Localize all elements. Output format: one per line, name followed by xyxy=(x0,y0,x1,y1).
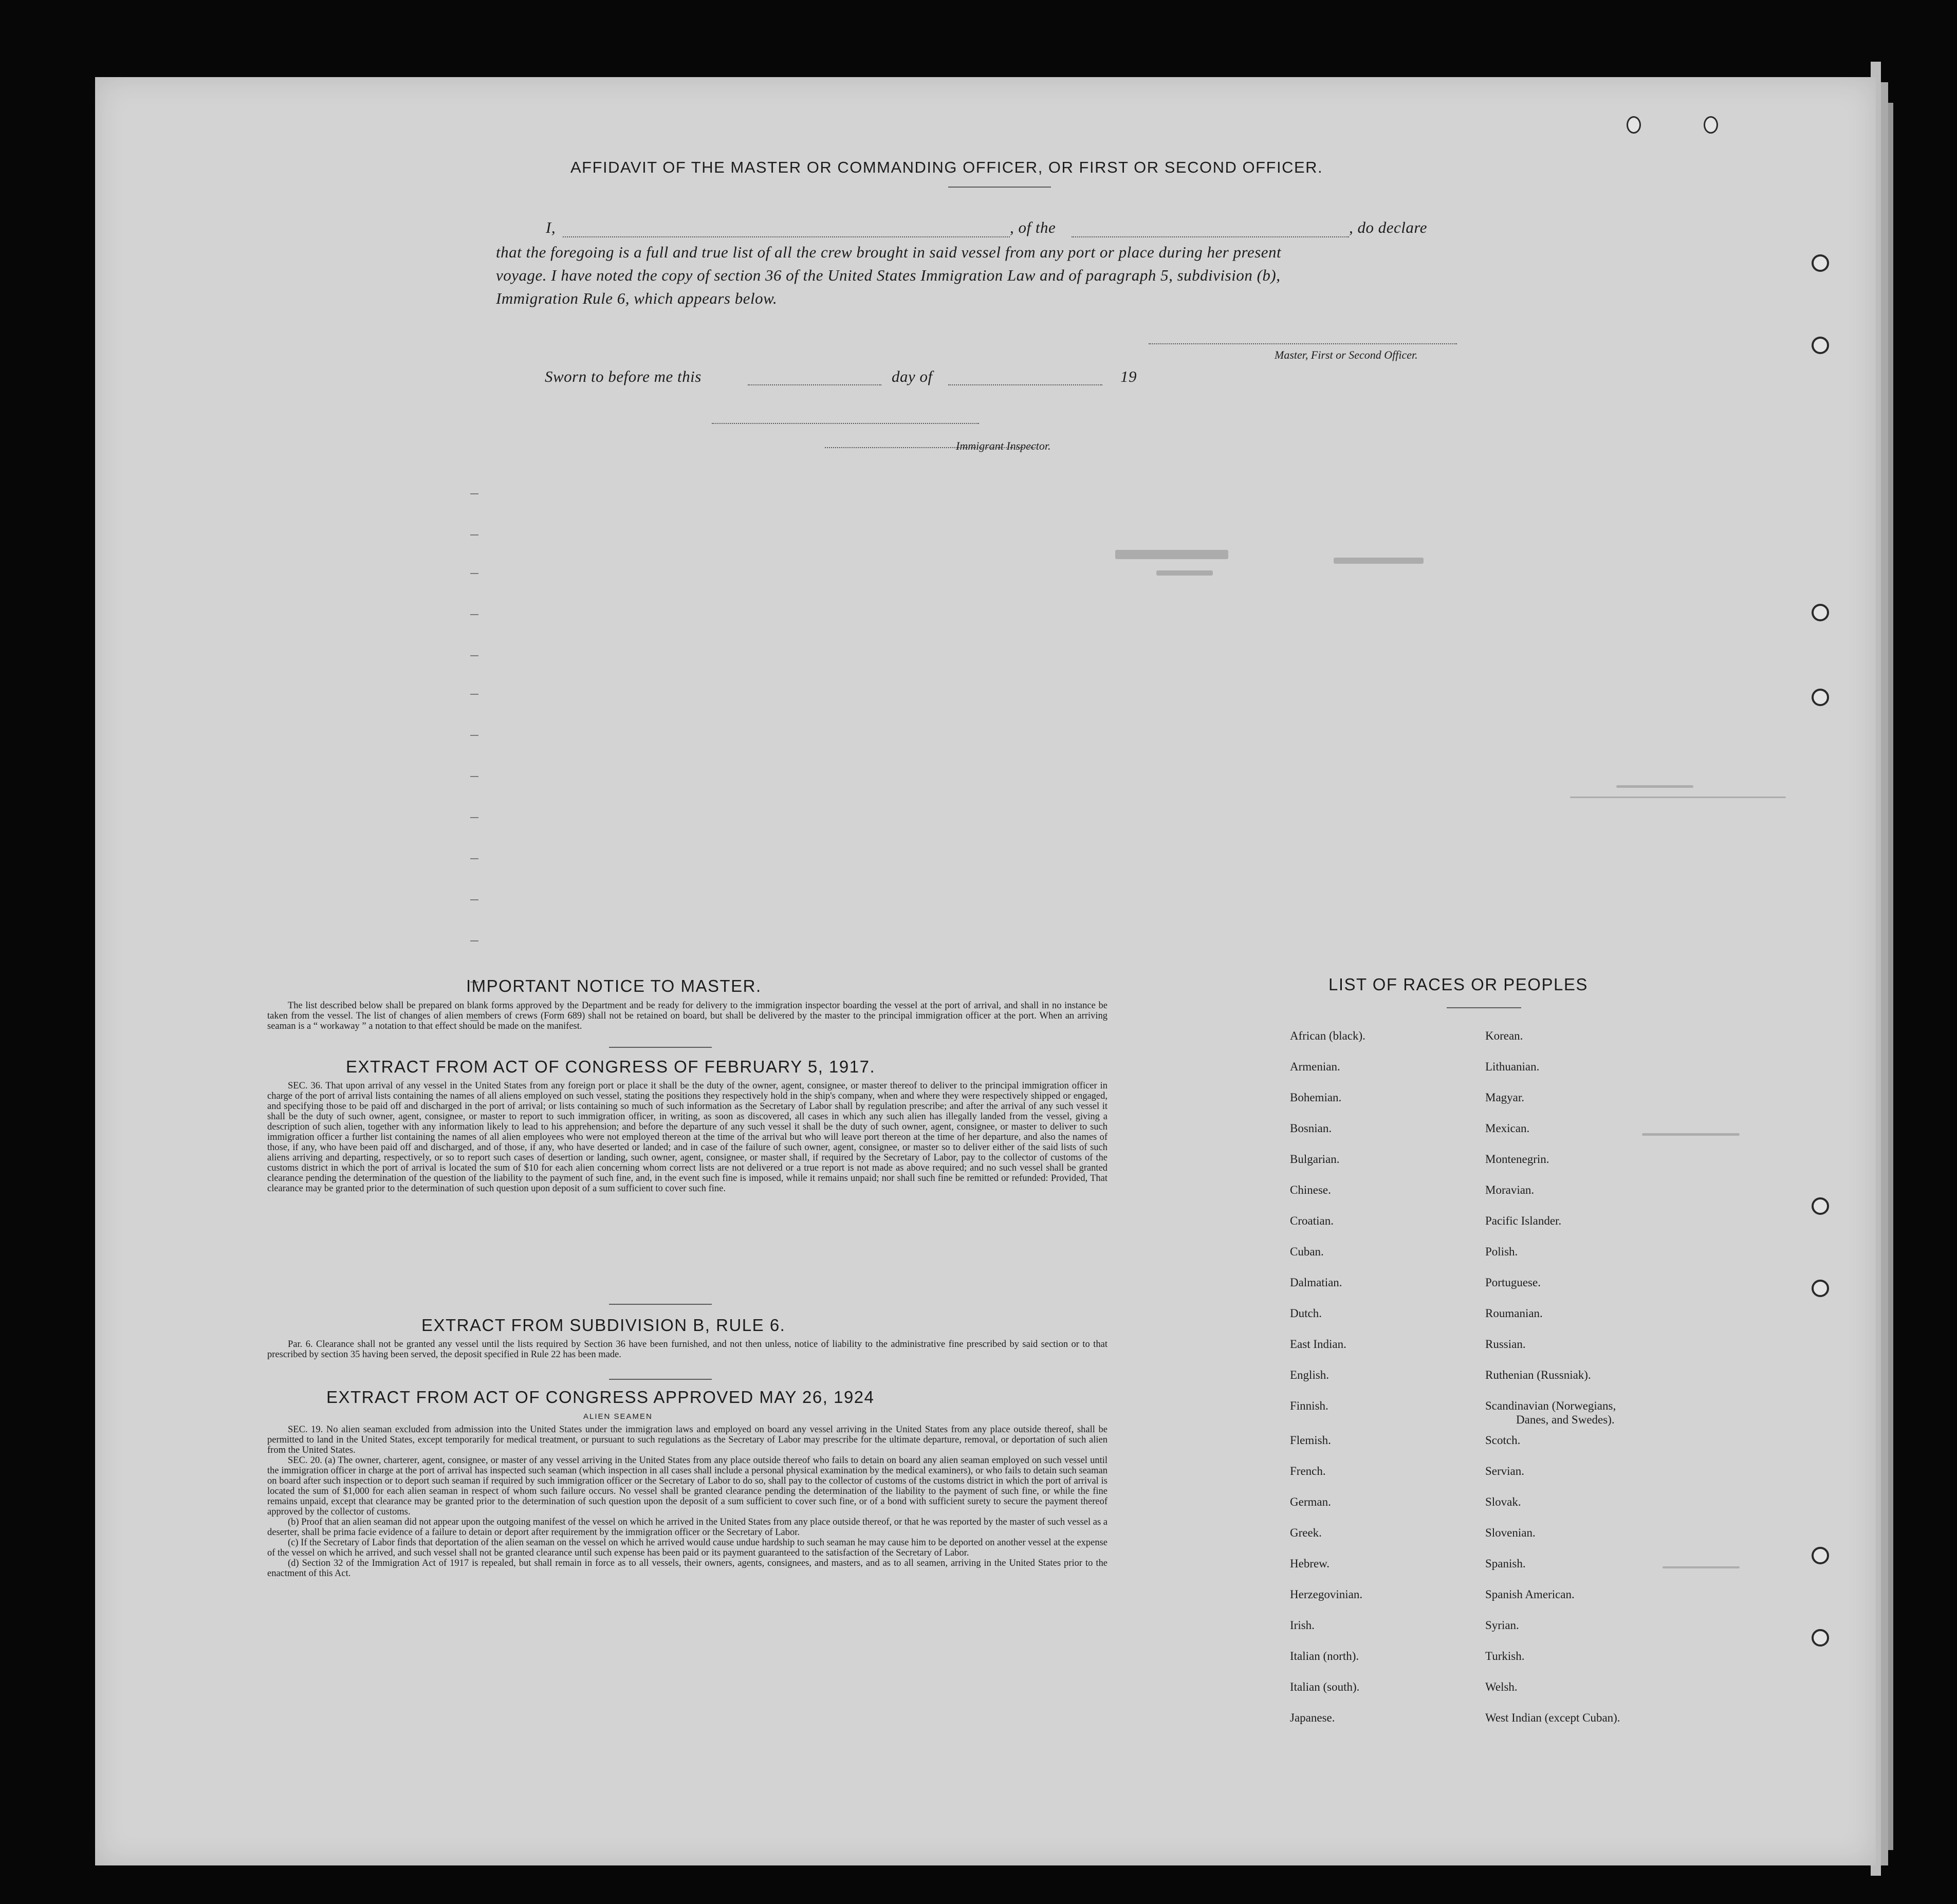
extract-1924-title: EXTRACT FROM ACT OF CONGRESS APPROVED MAY 26, 1924 xyxy=(326,1388,875,1407)
race-item: Montenegrin. xyxy=(1485,1153,1549,1166)
race-item: Slovenian. xyxy=(1485,1526,1536,1539)
extract-rule6-body: Par. 6. Clearance shall not be granted any vessel until the lists required by Section 36 have been furnished, and not then unless, notice of liability to the administrative fine prescribed by said section or to that prescribed by section 35 having been served, the deposit specified in Rule 22 has been made. xyxy=(267,1339,1107,1360)
race-item: German. xyxy=(1290,1495,1331,1508)
race-item: Lithuanian. xyxy=(1485,1060,1540,1073)
extract-1924-sec20d: (d) Section 32 of the Immigration Act of 1917 is repealed, but shall remain in force as to all vessels, their owners, agents, consignees, and masters, and as to all seamen, arriving in the United States prior to the enactment of this Act. xyxy=(267,1558,1107,1579)
race-item: Russian. xyxy=(1485,1338,1526,1351)
race-item: Flemish. xyxy=(1290,1434,1331,1447)
race-item: Greek. xyxy=(1290,1526,1322,1539)
vessel-blank xyxy=(1072,236,1349,237)
margin-tick xyxy=(470,534,478,535)
bleed-through-stamp xyxy=(1115,550,1228,559)
race-item: East Indian. xyxy=(1290,1338,1346,1351)
extract-1924-body xyxy=(267,1425,1107,1579)
bleed-through-mark xyxy=(1570,797,1786,798)
margin-tick xyxy=(470,817,478,818)
margin-tick xyxy=(470,614,478,615)
race-item: Danes, and Swedes). xyxy=(1516,1413,1615,1426)
margin-tick xyxy=(470,655,478,656)
race-item: Japanese. xyxy=(1290,1711,1335,1724)
affidavit-line-4: Immigration Rule 6, which appears below. xyxy=(496,289,778,307)
document-page xyxy=(95,77,1876,1865)
extract-1924-subtitle: ALIEN SEAMEN xyxy=(583,1412,653,1421)
margin-tick xyxy=(470,899,478,900)
punch-hole xyxy=(1812,254,1829,272)
race-item: Slovak. xyxy=(1485,1495,1521,1508)
punch-hole xyxy=(1812,337,1829,354)
race-item: Moravian. xyxy=(1485,1184,1535,1196)
affidavit-do-declare: , do declare xyxy=(1349,218,1428,236)
divider xyxy=(609,1379,712,1380)
margin-tick xyxy=(470,858,478,859)
punch-hole xyxy=(1812,604,1829,621)
race-item: Spanish American. xyxy=(1485,1588,1575,1601)
divider xyxy=(948,187,1051,188)
race-item: Armenian. xyxy=(1290,1060,1340,1073)
race-item: Herzegovinian. xyxy=(1290,1588,1363,1601)
margin-tick xyxy=(470,940,478,941)
page-edge xyxy=(1888,103,1893,1850)
race-item: English. xyxy=(1290,1369,1330,1381)
extract-1924-sec20c: (c) If the Secretary of Labor finds that deportation of the alien seaman on the vessel on which he arrived would cause undue hardship to such seaman he may cause him to be deported on another vessel at the expense of the vessel on which he arrived, and such vessel shall not be granted clearance until such expense has been paid or its payment guaranteed to the satisfaction of the Secretary of Labor. xyxy=(267,1538,1107,1558)
signature-line xyxy=(1149,343,1457,344)
race-item: Roumanian. xyxy=(1485,1307,1543,1320)
race-item: French. xyxy=(1290,1465,1326,1477)
race-item: Mexican. xyxy=(1485,1122,1530,1135)
bleed-through-mark xyxy=(1616,785,1693,788)
year-label: 19 xyxy=(1120,367,1137,385)
divider xyxy=(609,1304,712,1305)
race-item: African (black). xyxy=(1290,1029,1365,1042)
margin-tick xyxy=(470,694,478,695)
extract-1924-sec19: SEC. 19. No alien seaman excluded from admission into the United States under the immigration laws and employed on board any vessel arriving in the United States from any place outside thereof, shall be permitted to land in the United States, except temporarily for medical treatment, or pursuant to such regulations as the Secretary of Labor may prescribe for the ultimate departure, removal, or deportation of such alien from the United States. xyxy=(267,1425,1107,1455)
page-edge xyxy=(1881,82,1888,1865)
bleed-through-mark xyxy=(1663,1566,1740,1568)
day-of-label: day of xyxy=(892,367,933,385)
race-item: West Indian (except Cuban). xyxy=(1485,1711,1620,1724)
affidavit-line-3: voyage. I have noted the copy of section 36 of the United States Immigration Law and of paragraph 5, subdivision (b), xyxy=(496,266,1281,284)
punch-hole xyxy=(1812,1280,1829,1297)
race-item: Scotch. xyxy=(1485,1434,1521,1447)
name-blank xyxy=(563,236,1010,237)
race-item: Cuban. xyxy=(1290,1245,1324,1258)
inspector-label: Immigrant Inspector. xyxy=(956,439,1051,452)
extract-1917-title: EXTRACT FROM ACT OF CONGRESS OF FEBRUARY 5, 1917. xyxy=(346,1057,876,1076)
race-item: Spanish. xyxy=(1485,1557,1526,1570)
margin-tick xyxy=(470,776,478,777)
race-item: Italian (south). xyxy=(1290,1680,1360,1693)
extract-1917-body: SEC. 36. That upon arrival of any vessel in the United States from any foreign port or place it shall be the duty of the owner, agent, consignee, or master thereof to deliver to the principal immigration officer in charge of the port of arrival lists containing the names of all aliens employed on such vessel, stating the positions they respectively hold in the ship's company, when and where they were respectively shipped or engaged, and specifying those to be paid off and discharged in the port of arrival; or lists containing so much of such information as the Secretary of Labor shall by regulation prescribe; and after the arrival of any such vessel it shall be the duty of such owner, agent, consignee, or master to report to such immigration officer, in writing, as soon as discovered, all cases in which any such alien has illegally landed from the vessel, giving a description of such alien, together with any information likely to lead to his apprehension; and before the departure of any such vessel it shall be the duty of such owner, agent, consignee, or master to deliver to such immigration officer a further list containing the names of all alien employees who were not employed thereon at the time of the arrival but who will leave port thereon at the time of her departure, and also the names of those, if any, who have been paid off and discharged, and of those, if any, who have deserted or landed; and in case of the failure of such owner, agent, consignee, or master so to deliver either of the said lists of such aliens arriving and departing, respectively, or so to report such cases of desertion or landing, such owner, agent, consignee, or master shall, if required by the Secretary of Labor, pay to the collector of customs of the customs district in which the port of arrival is located the sum of $10 for each alien concerning whom correct lists are not delivered or a true report is not made as above required; and no such vessel shall be granted clearance pending the determination of the question of the liability to the payment of such fine, and, in the event such fine is imposed, while it remains unpaid; nor shall such fine be remitted or refunded: Provided, That clearance may be granted prior to the determination of such question upon deposit of a sum sufficient to cover such fine. xyxy=(267,1081,1107,1194)
sworn-month-blank xyxy=(948,384,1102,385)
race-item: Syrian. xyxy=(1485,1619,1519,1632)
race-item: Pacific Islander. xyxy=(1485,1214,1562,1227)
race-item: Korean. xyxy=(1485,1029,1523,1042)
sworn-label: Sworn to before me this xyxy=(545,367,701,385)
signature-label: Master, First or Second Officer. xyxy=(1275,348,1418,361)
race-item: Bohemian. xyxy=(1290,1091,1342,1104)
race-item: Scandinavian (Norwegians, xyxy=(1485,1399,1616,1412)
extract-1924-sec20b: (b) Proof that an alien seaman did not appear upon the outgoing manifest of the vessel on which he arrived in the United States from any place outside thereof, or that he was reported by the master of such vessel as a deserter, shall be prima facie evidence of a failure to detain or deport after requirement by the immigration officer or the Secretary of Labor. xyxy=(267,1517,1107,1538)
margin-tick xyxy=(470,735,478,736)
race-item: Finnish. xyxy=(1290,1399,1328,1412)
race-item: Chinese. xyxy=(1290,1184,1331,1196)
margin-tick xyxy=(470,493,478,494)
affidavit-title: AFFIDAVIT OF THE MASTER OR COMMANDING OFFICER, OR FIRST OR SECOND OFFICER. xyxy=(570,158,1323,176)
race-item: Turkish. xyxy=(1485,1650,1525,1662)
affidavit-line-2: that the foregoing is a full and true list of all the crew brought in said vessel from any port or place during her present xyxy=(496,243,1282,261)
race-item: Croatian. xyxy=(1290,1214,1334,1227)
punch-hole xyxy=(1812,1197,1829,1215)
punch-hole xyxy=(1704,116,1718,134)
races-title: LIST OF RACES OR PEOPLES xyxy=(1328,975,1588,994)
race-item: Welsh. xyxy=(1485,1680,1518,1693)
sworn-day-blank xyxy=(748,384,881,385)
punch-hole xyxy=(1812,689,1829,706)
divider xyxy=(609,1047,712,1048)
punch-hole xyxy=(1627,116,1641,134)
race-item: Italian (north). xyxy=(1290,1650,1359,1662)
race-item: Hebrew. xyxy=(1290,1557,1330,1570)
affidavit-of-the: , of the xyxy=(1010,218,1056,236)
race-item: Portuguese. xyxy=(1485,1276,1541,1289)
race-item: Dutch. xyxy=(1290,1307,1322,1320)
margin-tick xyxy=(470,573,478,574)
divider xyxy=(1447,1007,1521,1008)
race-item: Dalmatian. xyxy=(1290,1276,1342,1289)
bleed-through-mark xyxy=(1642,1133,1740,1136)
race-item: Servian. xyxy=(1485,1465,1525,1477)
race-item: Bosnian. xyxy=(1290,1122,1332,1135)
notice-title: IMPORTANT NOTICE TO MASTER. xyxy=(466,976,762,995)
bleed-through-stamp xyxy=(1334,558,1424,564)
race-item: Bulgarian. xyxy=(1290,1153,1340,1166)
race-item: Polish. xyxy=(1485,1245,1518,1258)
punch-hole xyxy=(1812,1629,1829,1647)
punch-hole xyxy=(1812,1547,1829,1564)
extract-1924-sec20a: SEC. 20. (a) The owner, charterer, agent, consignee, or master of any vessel arriving in the United States from any place outside thereof who fails to detain on board any alien seaman employed on such vessel until the immigration officer in charge at the port of arrival has inspected such seaman (which inspection in all cases shall include a personal physical examination by the medical examiners), or who fails to detain such seaman on board after such inspection or to deport such seaman if required by such immigration officer or the Secretary of Labor to do so, shall pay to the collector of customs of the customs district in which the port of arrival is located the sum of $1,000 for each alien seaman in respect of whom such failure occurs. No vessel shall be granted clearance pending the determination of the liability to the payment of such fine, or while the fine remains unpaid, except that clearance may be granted prior to the determination of such question upon the deposit of a sum sufficient to cover such fine, or of a bond with sufficient surety to secure the payment thereof approved by the collector of customs. xyxy=(267,1455,1107,1517)
race-item: Magyar. xyxy=(1485,1091,1525,1104)
affidavit-i: I, xyxy=(546,218,556,236)
race-item: Ruthenian (Russniak). xyxy=(1485,1369,1591,1381)
notice-body: The list described below shall be prepared on blank forms approved by the Department and be ready for delivery to the immigration inspector boarding the vessel at the port of arrival, and shall in no instance be taken from the vessel. The list of changes of alien members of crews (Form 689) shall not be retained on board, but shall be delivered by the master to the principal immigration officer at the port. When an arriving seaman is a “ workaway ” a notation to that effect should be made on the manifest. xyxy=(267,1001,1107,1031)
inspector-signature-line xyxy=(712,423,979,424)
extract-rule6-title: EXTRACT FROM SUBDIVISION B, RULE 6. xyxy=(421,1316,786,1335)
race-item: Irish. xyxy=(1290,1619,1315,1632)
bleed-through-stamp xyxy=(1156,570,1213,576)
